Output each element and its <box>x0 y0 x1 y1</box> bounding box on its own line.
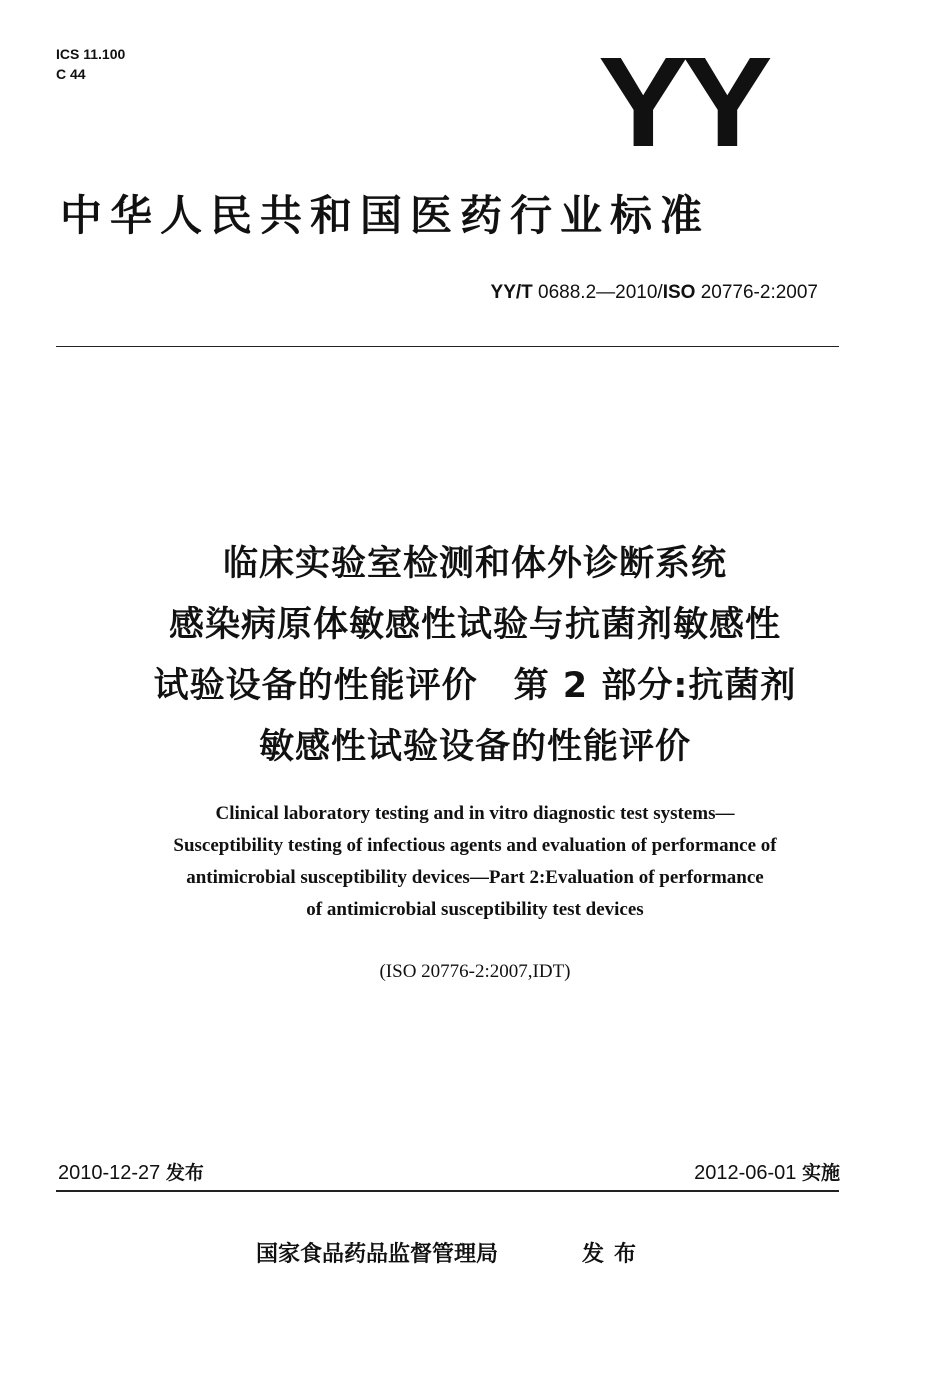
english-title-line: of antimicrobial susceptibility test devices <box>306 899 644 920</box>
implement-label: 实施 <box>801 1162 840 1184</box>
publisher-name: 国家食品药品监督管理局 <box>256 1242 499 1267</box>
english-title-line: Susceptibility testing of infectious agents and evaluation of performance of <box>173 835 777 856</box>
standard-number-iso-prefix: ISO <box>662 282 696 303</box>
english-title-line: Clinical laboratory testing and in vitro diagnostic test systems— <box>215 803 735 824</box>
chinese-title-line: 试验设备的性能评价 第 2 部分:抗菌剂 <box>153 666 797 706</box>
publish-word: 发布 <box>582 1242 647 1267</box>
standard-category-title: 中华人民共和国医药行业标准 <box>60 191 711 240</box>
chinese-title-line: 感染病原体敏感性试验与抗菌剂敏感性 <box>168 605 781 645</box>
classification-codes <box>56 44 125 84</box>
chinese-title <box>40 534 910 778</box>
standard-number <box>491 280 818 306</box>
english-title-line: antimicrobial susceptibility devices—Part 2:Evaluation of performance <box>186 867 764 888</box>
implement-date: 2012-06-01 <box>694 1162 797 1184</box>
issue-label: 发布 <box>165 1162 204 1184</box>
standard-number-main: 0688.2—2010/ <box>538 282 663 303</box>
implement-date-block <box>694 1160 840 1186</box>
english-title <box>40 798 910 926</box>
issue-date: 2010-12-27 <box>58 1162 161 1184</box>
chinese-title-line: 临床实验室检测和体外诊断系统 <box>222 544 727 584</box>
ccs-code: C 44 <box>56 66 86 82</box>
standard-number-iso: 20776-2:2007 <box>700 282 818 303</box>
footer-divider <box>56 1190 839 1192</box>
header-divider <box>56 346 839 347</box>
chinese-title-line: 敏感性试验设备的性能评价 <box>258 727 691 767</box>
yy-logo: YY <box>598 31 767 174</box>
standard-number-prefix: YY/T <box>490 282 533 303</box>
iso-reference: (ISO 20776-2:2007,IDT) <box>379 961 571 982</box>
ics-code: ICS 11.100 <box>56 46 126 62</box>
issue-date-block <box>58 1160 204 1186</box>
